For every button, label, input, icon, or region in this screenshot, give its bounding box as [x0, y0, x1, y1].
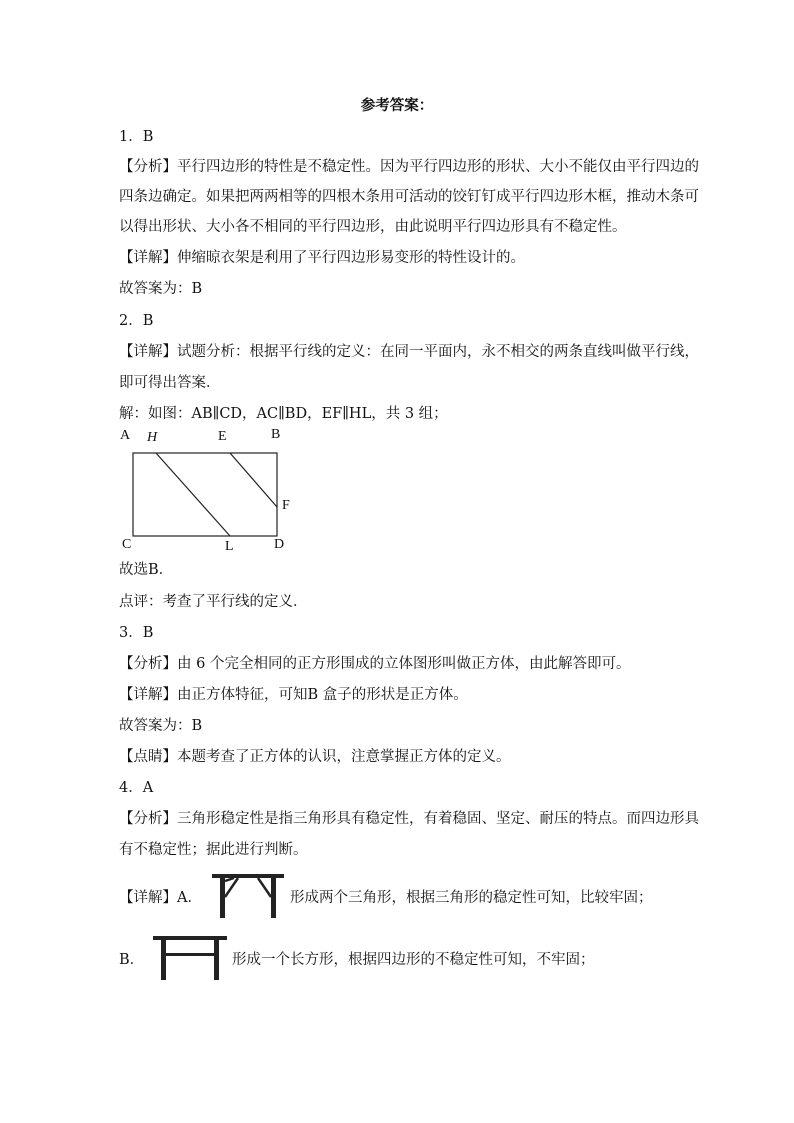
q2-selection: 故选B．	[119, 562, 174, 578]
q4-analysis-line2: 有不稳定性；据此进行判断。	[119, 842, 308, 858]
label-D: D	[274, 537, 285, 552]
page-title: 参考答案：	[360, 97, 434, 114]
label-A: A	[120, 428, 131, 443]
label-E: E	[218, 429, 227, 444]
q4-analysis-line1: 【分析】三角形稳定性是指三角形具有稳定性，有着稳固、坚定、耐压的特点。而四边形具	[119, 811, 699, 827]
segment-HL	[156, 453, 230, 536]
q1-analysis-line1: 【分析】平行四边形的特性是不稳定性。因为平行四边形的形状、大小不能仅由平行四边的	[119, 159, 699, 175]
q3-analysis: 【分析】由 6 个完全相同的正方形围成的立体图形叫做正方体，由此解答即可。	[119, 656, 631, 672]
q1-answer: 1．B	[119, 129, 154, 145]
q1-final-answer: 故答案为：B	[119, 281, 203, 297]
label-H: H	[147, 430, 158, 445]
figure-rectangle	[133, 453, 277, 536]
q3-answer: 3．B	[119, 625, 154, 641]
q4-detail-A-text: 形成两个三角形，根据三角形的稳定性可知，比较牢固；	[290, 890, 653, 906]
q3-final-answer: 故答案为：B	[119, 718, 203, 734]
q1-analysis-line2: 四条边确定。如果把两两相等的四根木条用可活动的饺钉钉成平行四边形木框，推动木条可	[119, 189, 699, 205]
q2-solution: 解：如图：AB∥CD，AC∥BD，EF∥HL，共 3 组；	[119, 406, 448, 422]
q3-note: 【点睛】本题考查了正方体的认识，注意掌握正方体的定义。	[119, 749, 511, 765]
q2-detail-line1: 【详解】试题分析：根据平行线的定义：在同一平面内，永不相交的两条直线叫做平行线，	[119, 344, 699, 360]
segment-EF	[230, 453, 277, 507]
q4-detail-A-prefix: 【详解】A．	[119, 890, 202, 906]
q3-detail: 【详解】由正方体特征，可知B 盒子的形状是正方体。	[119, 687, 468, 703]
label-B: B	[271, 427, 281, 442]
label-L: L	[225, 539, 234, 554]
label-C: C	[122, 537, 132, 552]
q4-detail-B-prefix: B．	[119, 952, 145, 968]
q1-analysis-line3: 以得出形状、大小各不相同的平行四边形，由此说明平行四边形具有不稳定性。	[119, 219, 627, 235]
q4-answer: 4．A	[119, 780, 154, 796]
q4-detail-B-text: 形成一个长方形，根据四边形的不稳定性可知，不牢固；	[232, 952, 595, 968]
q2-comment: 点评：考查了平行线的定义．	[119, 594, 308, 610]
label-F: F	[282, 498, 290, 513]
table-with-braces-icon	[212, 873, 284, 919]
table-with-crossbar-icon	[153, 935, 227, 981]
q1-detail: 【详解】伸缩晾衣架是利用了平行四边形易变形的特性设计的。	[119, 250, 525, 266]
q2-answer: 2．B	[119, 313, 154, 329]
q2-detail-line2: 即可得出答案．	[119, 375, 221, 391]
